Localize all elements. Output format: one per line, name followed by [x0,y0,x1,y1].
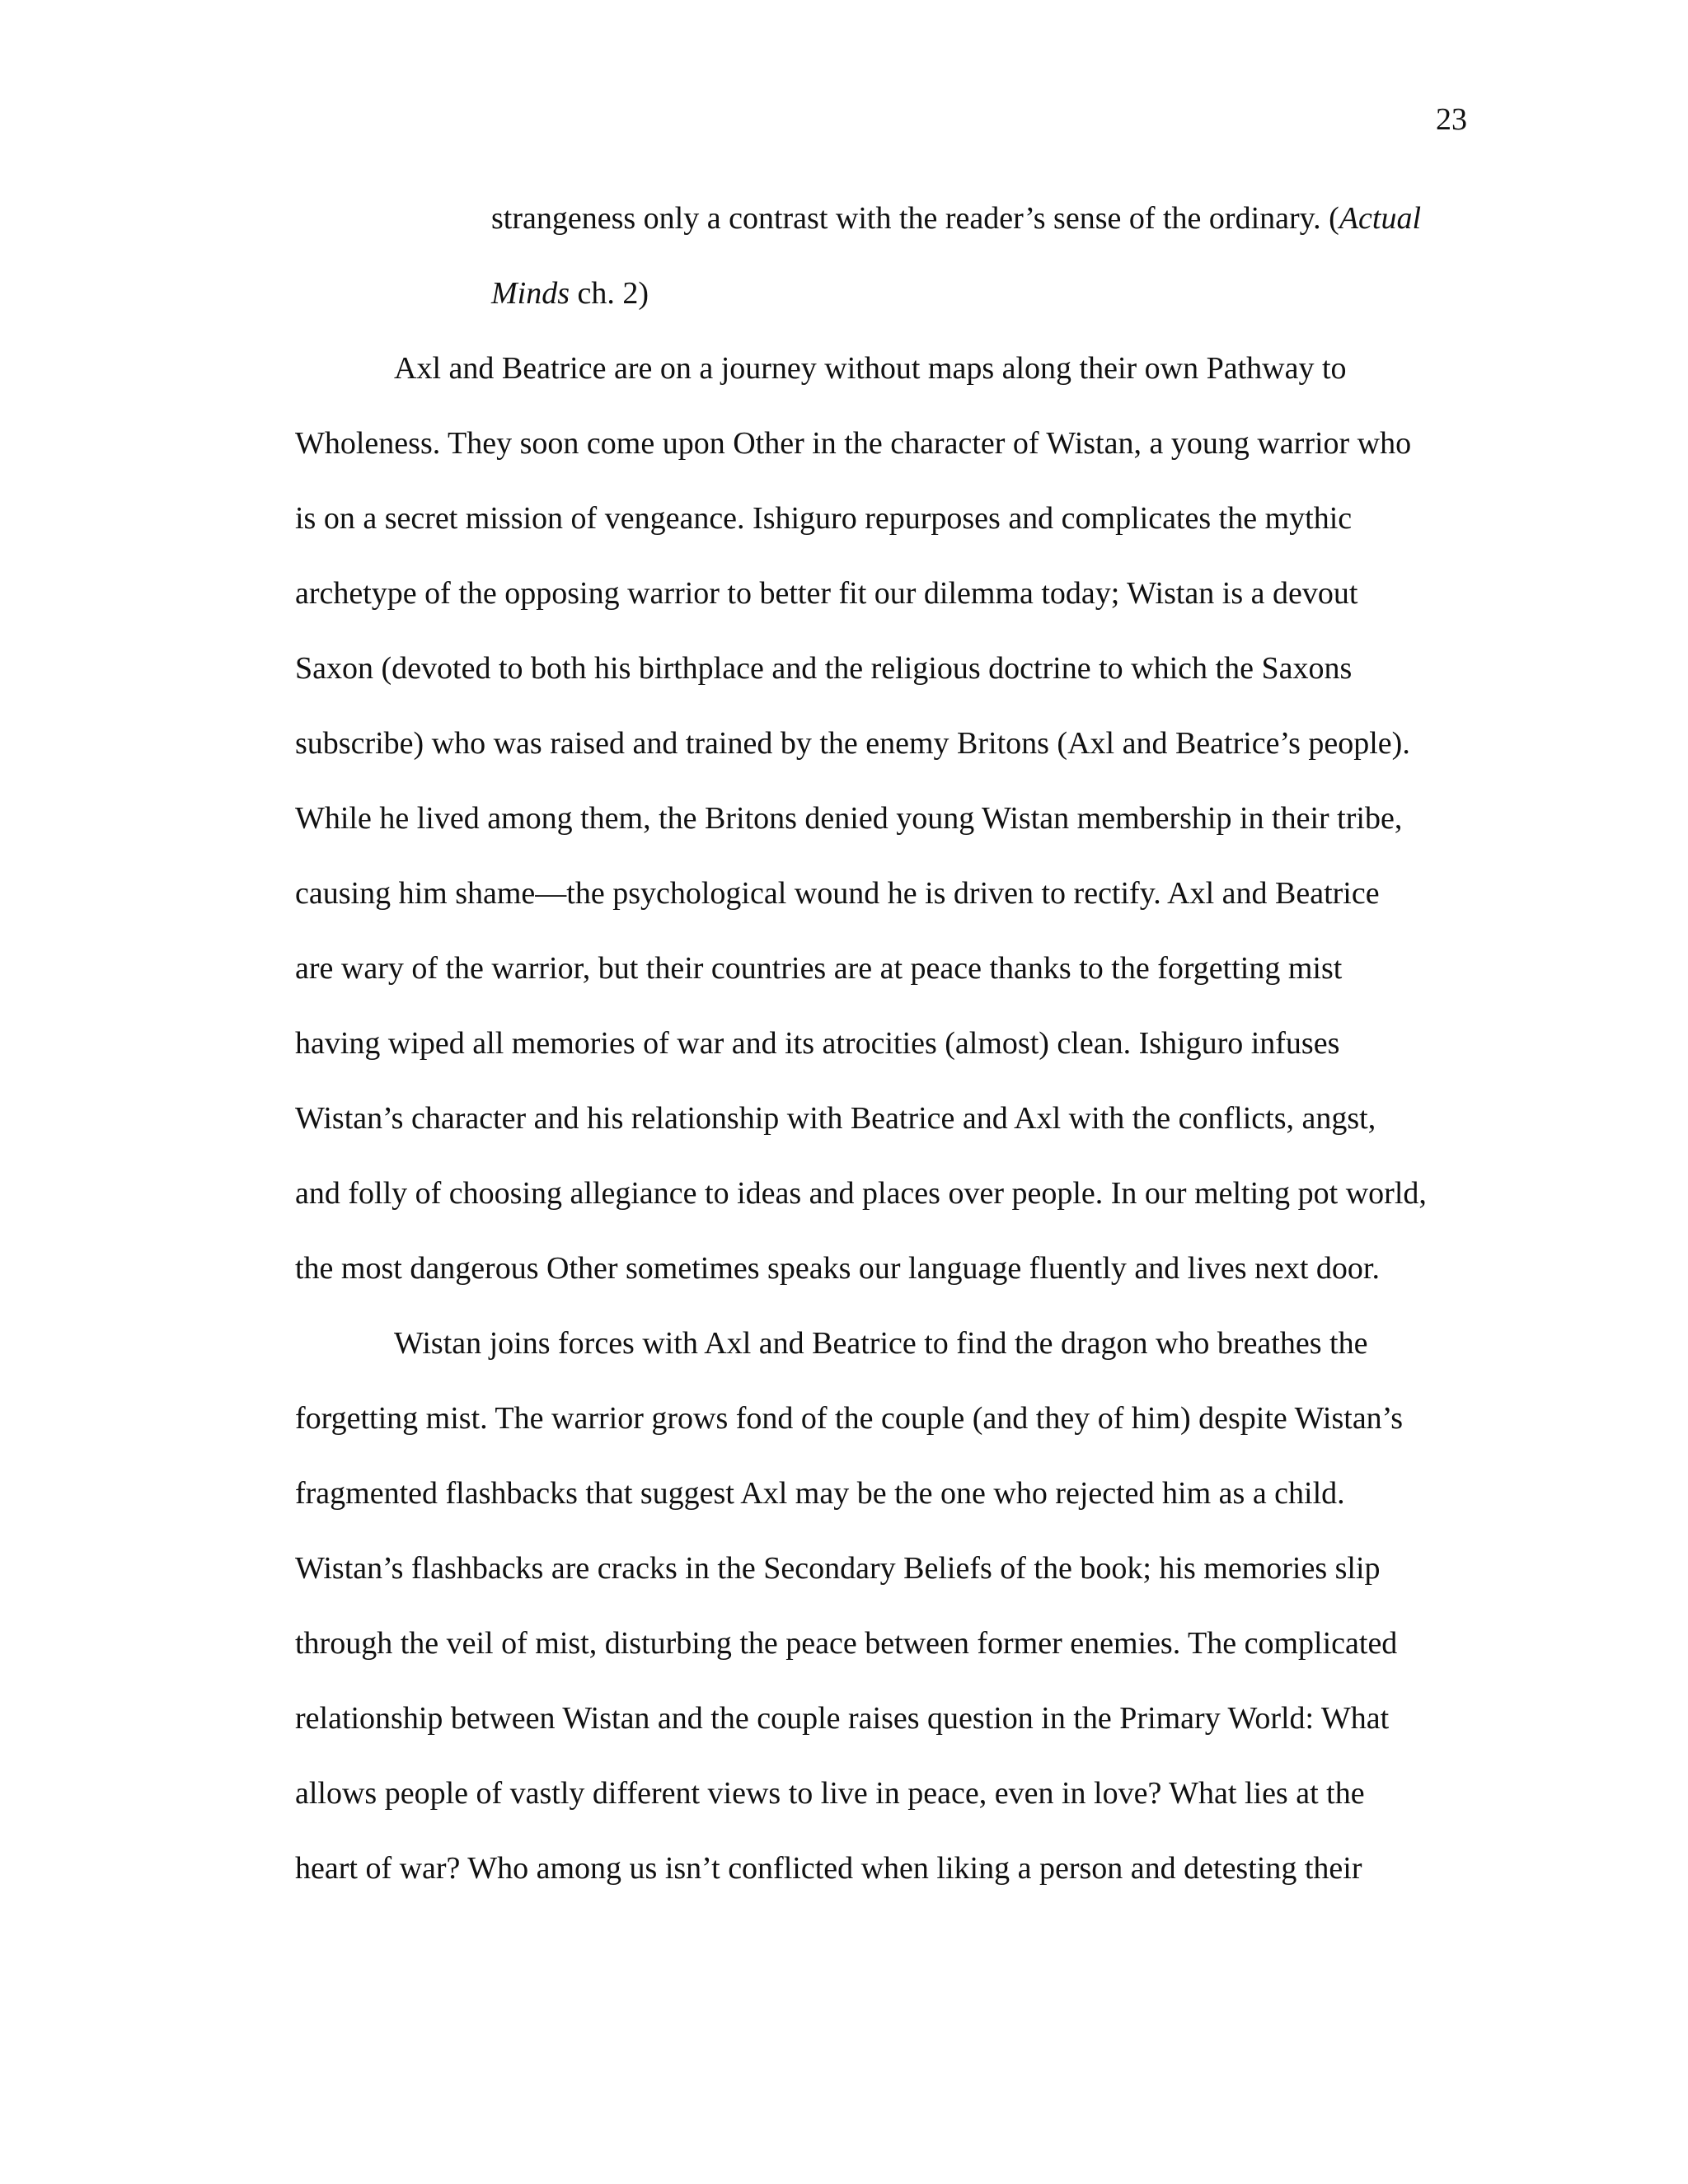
quote-line-2 [491,274,1482,312]
quote-citation: ch. 2) [570,276,649,311]
paragraph-line: While he lived among them, the Britons denied young Wistan membership in their tribe, [295,801,1403,836]
paragraph-line: through the veil of mist, disturbing the peace between former enemies. The complicated [295,1626,1398,1661]
quote-text: strangeness only a contrast with the reader’s sense of the ordinary. ( [491,201,1339,236]
paragraph-line: Saxon (devoted to both his birthplace and the religious doctrine to which the Saxons [295,651,1353,686]
paragraph-line: Wistan’s flashbacks are cracks in the Secondary Beliefs of the book; his memories slip [295,1551,1381,1586]
paragraph-line: the most dangerous Other sometimes speaks our language fluently and lives next door. [295,1251,1380,1286]
paragraph-line: heart of war? Who among us isn’t conflicted when liking a person and detesting their [295,1851,1362,1886]
paragraph-line: archetype of the opposing warrior to better fit our dilemma today; Wistan is a devout [295,576,1358,611]
quote-title-italic: Actual [1339,201,1422,236]
quote-line-1 [491,199,1482,237]
paragraph-line: having wiped all memories of war and its atrocities (almost) clean. Ishiguro infuses [295,1026,1340,1061]
paragraph-line: is on a secret mission of vengeance. Ishiguro repurposes and complicates the mythic [295,501,1353,536]
paragraph-line: Wholeness. They soon come upon Other in the character of Wistan, a young warrior who [295,426,1412,461]
paragraph-line: relationship between Wistan and the couple raises question in the Primary World: What [295,1701,1390,1736]
paragraph-line: are wary of the warrior, but their countries are at peace thanks to the forgetting mist [295,951,1343,986]
paragraph-line: allows people of vastly different views to live in peace, even in love? What lies at the [295,1776,1365,1811]
paragraph-line: and folly of choosing allegiance to ideas and places over people. In our melting pot world, [295,1176,1427,1211]
page-number: 23 [1436,102,1467,137]
paragraph-line: Wistan’s character and his relationship with Beatrice and Axl with the conflicts, angst, [295,1101,1376,1136]
paragraph-line: Axl and Beatrice are on a journey without maps along their own Pathway to [394,351,1347,386]
quote-title-italic: Minds [491,276,570,311]
paragraph-line: subscribe) who was raised and trained by the enemy Britons (Axl and Beatrice’s people). [295,726,1410,761]
paragraph-line: Wistan joins forces with Axl and Beatrice to find the dragon who breathes the [394,1326,1368,1361]
paragraph-line: causing him shame—the psychological wound he is driven to rectify. Axl and Beatrice [295,876,1380,911]
paragraph-line: forgetting mist. The warrior grows fond of the couple (and they of him) despite Wistan’s [295,1401,1404,1436]
paragraph-line: fragmented flashbacks that suggest Axl may be the one who rejected him as a child. [295,1476,1345,1511]
